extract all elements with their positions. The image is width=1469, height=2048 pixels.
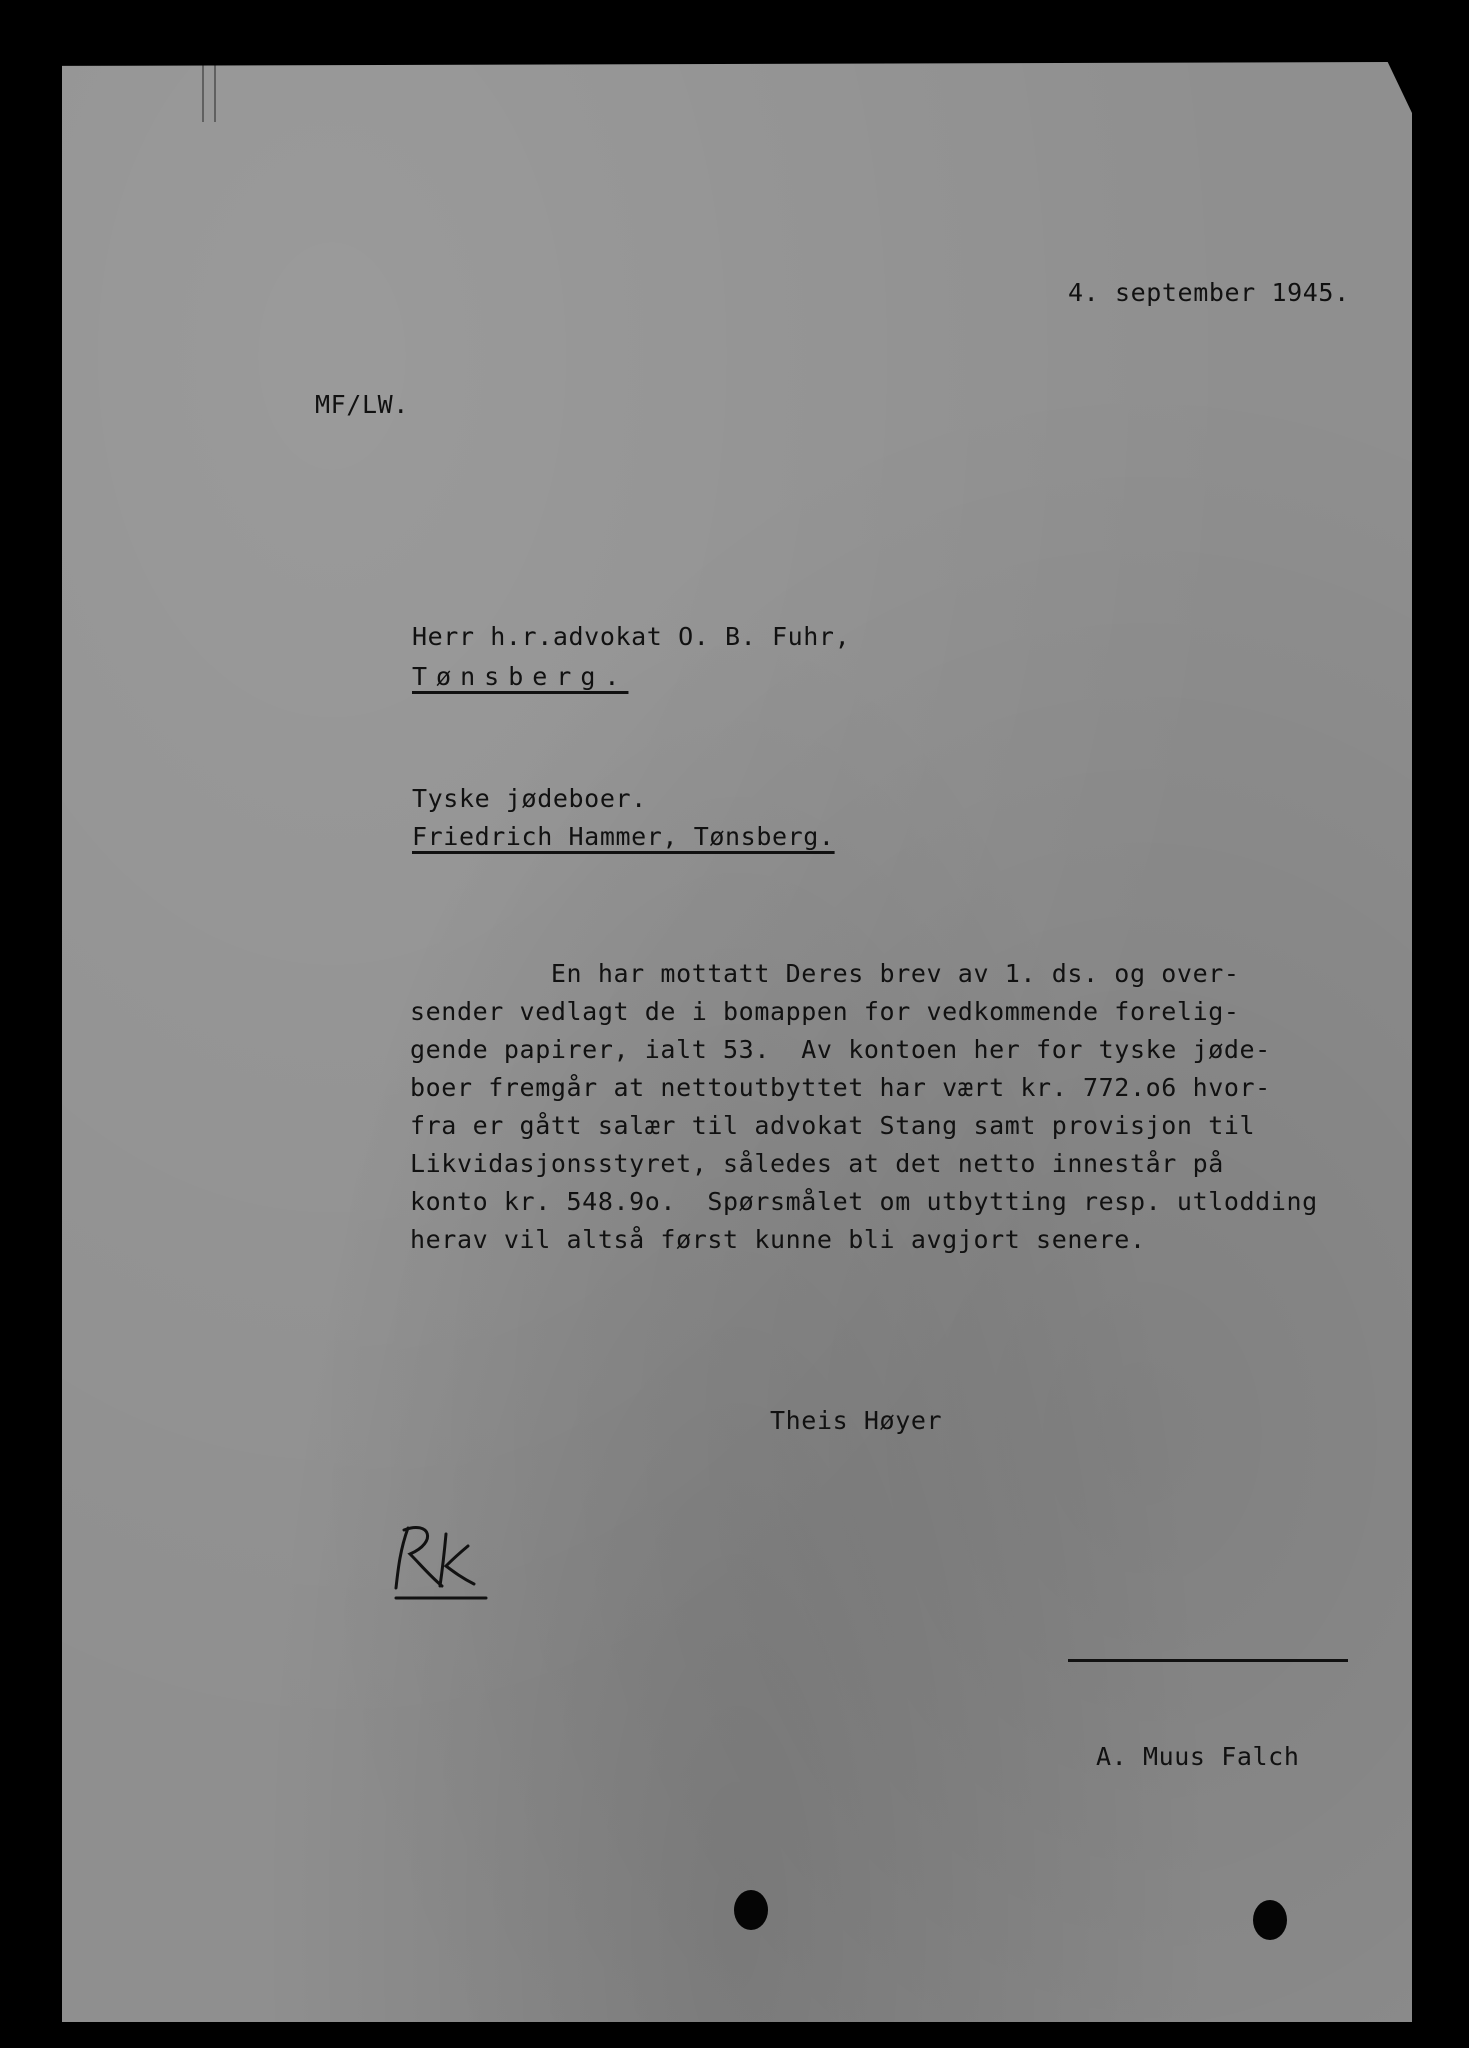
handwritten-initials <box>390 1520 500 1600</box>
subject-heading: Tyske jødeboer. <box>412 784 647 813</box>
body-line: fra er gått salær til advokat Stang samt provisjon til <box>410 1111 1256 1140</box>
punch-hole <box>1253 1900 1287 1940</box>
recipient-name: Herr h.r.advokat O. B. Fuhr, <box>412 622 851 651</box>
body-line: En har mottatt Deres brev av 1. ds. og over- <box>410 959 1240 988</box>
body-line: boer fremgår at nettoutbyttet har vært kr. 772.o6 hvor- <box>410 1073 1271 1102</box>
body-line: sender vedlagt de i bomappen for vedkommende forelig- <box>410 997 1240 1026</box>
body-line: herav vil altså først kunne bli avgjort senere. <box>410 1225 1146 1254</box>
body-line: Likvidasjonsstyret, således at det netto innestår på <box>410 1149 1224 1178</box>
typed-signer-name: Theis Høyer <box>770 1406 943 1435</box>
fold-mark <box>202 62 204 122</box>
reference-code: MF/LW. <box>315 390 409 419</box>
letter-body <box>410 955 1318 1259</box>
letter-date: 4. september 1945. <box>1068 278 1350 307</box>
co-signer-name: A. Muus Falch <box>1096 1742 1300 1771</box>
fold-mark <box>214 62 216 122</box>
co-signature-line <box>1068 1659 1348 1662</box>
recipient-city: Tønsberg. <box>412 662 629 691</box>
punch-hole <box>734 1890 768 1930</box>
body-line: gende papirer, ialt 53. Av kontoen her for tyske jøde- <box>410 1035 1271 1064</box>
body-line: konto kr. 548.9o. Spørsmålet om utbytting resp. utlodding <box>410 1187 1318 1216</box>
subject-estate: Friedrich Hammer, Tønsberg. <box>412 822 835 851</box>
